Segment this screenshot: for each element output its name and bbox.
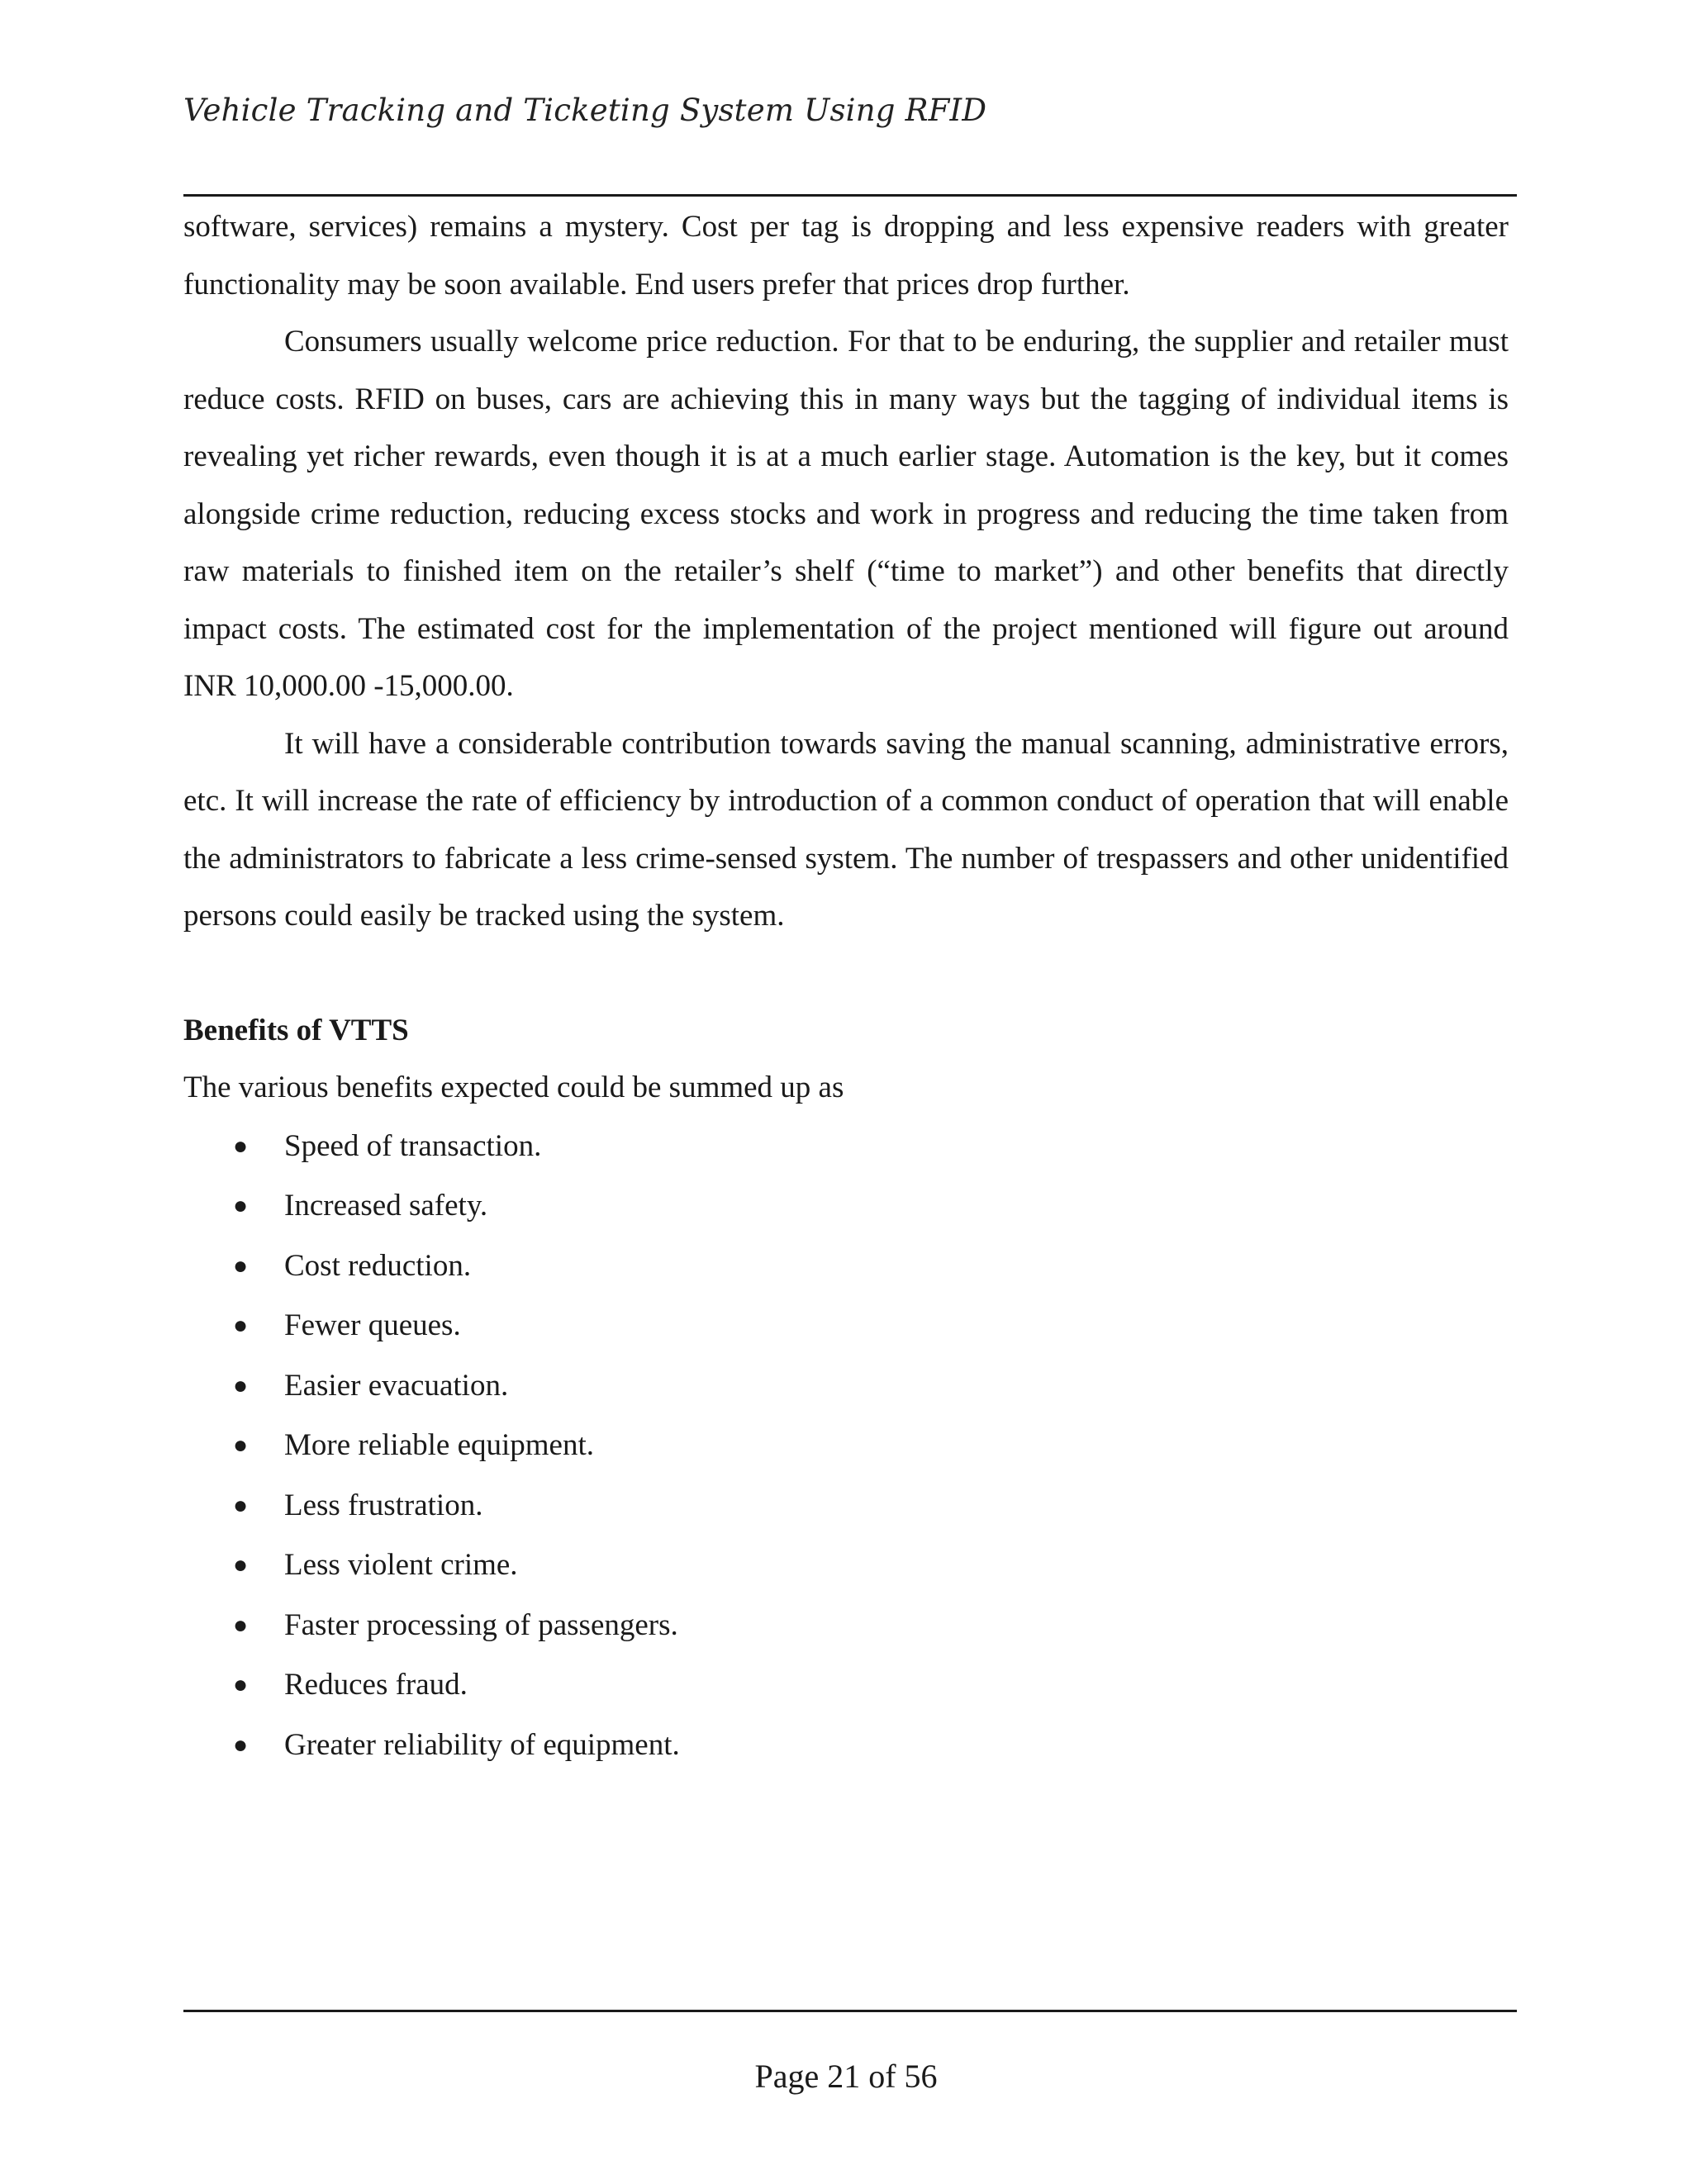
paragraph-cost-intro: software, services) remains a mystery. Cost per tag is dropping and less expensive readers with greater functionality may be soon available. End users prefer that prices drop further. [183,210,1509,301]
bullet-icon: ● [233,1371,249,1399]
list-item [183,1596,1509,1656]
benefits-list [183,1117,1509,1776]
list-item [183,1536,1509,1596]
list-item [183,1296,1509,1356]
bullet-icon: ● [233,1192,249,1219]
list-item-text: Fewer queues. [284,1308,461,1342]
bullet-icon: ● [233,1491,249,1519]
list-item-text: Less violent crime. [284,1548,518,1582]
list-item [183,1117,1509,1177]
list-item [183,1416,1509,1476]
list-item-text: Greater reliability of equipment. [284,1727,680,1762]
list-item [183,1716,1509,1776]
paragraph-cost-reduction: Consumers usually welcome price reduction. For that to be enduring, the supplier and retailer must reduce costs. RFID on buses, cars are achieving this in many ways but the tagging of individual items is revealing yet richer rewards, even though it is at a much earlier stage. Automation is the key, but it comes alongside crime reduction, reducing excess stocks and work in progress and reducing the time taken from raw materials to finished item on the retailer’s shelf (“time to market”) and other benefits that directly impact costs. The estimated cost for the implementation of the project mentioned will figure out around INR 10,000.00 -15,000.00. [183,325,1509,703]
list-item-text: Less frustration. [284,1488,483,1522]
list-item-text: Increased safety. [284,1189,488,1223]
list-item-text: Faster processing of passengers. [284,1607,678,1642]
bullet-icon: ● [233,1251,249,1280]
page-number: Page 21 of 56 [754,2058,938,2095]
benefits-intro: The various benefits expected could be summed up as [183,1071,844,1104]
list-item [183,1476,1509,1536]
list-item-text: More reliable equipment. [284,1428,595,1462]
footer-divider [183,2010,1517,2012]
list-item [183,1655,1509,1716]
list-item [183,1176,1509,1237]
bullet-icon: ● [233,1731,249,1759]
bullet-icon: ● [233,1431,249,1459]
list-item [183,1237,1509,1297]
list-item-text: Cost reduction. [284,1248,472,1283]
list-item-text: Reduces fraud. [284,1668,468,1702]
section-heading-benefits: Benefits of VTTS [183,1013,409,1047]
paragraph-efficiency: It will have a considerable contribution towards saving the manual scanning, administrative errors, etc. It will increase the rate of efficiency by introduction of a common conduct of operation that will enable the administrators to fabricate a less crime-sensed system. The number of trespassers and other unidentified persons could easily be tracked using the system. [183,726,1509,933]
bullet-icon: ● [233,1551,249,1579]
running-header-title: Vehicle Tracking and Ticketing System Using RFID [183,93,987,128]
bullet-icon: ● [233,1312,249,1339]
list-item-text: Speed of transaction. [284,1128,542,1163]
bullet-icon: ● [233,1671,249,1698]
list-item [183,1356,1509,1417]
header-divider [183,194,1517,197]
bullet-icon: ● [233,1611,249,1639]
list-item-text: Easier evacuation. [284,1368,509,1403]
bullet-icon: ● [233,1132,249,1160]
page-body [183,198,1509,1775]
